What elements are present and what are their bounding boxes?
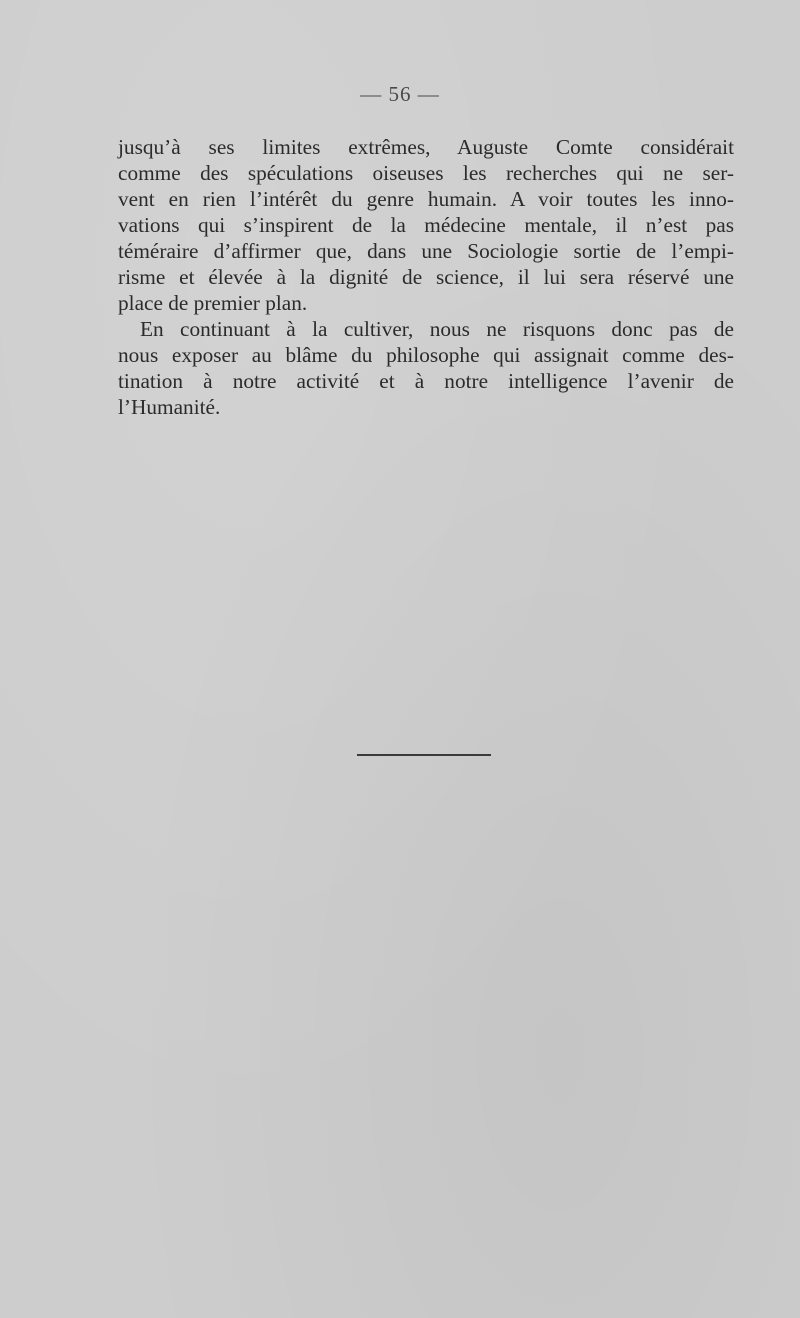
text-line: nous exposer au blâme du philosophe qui assignait comme des-: [118, 343, 734, 367]
text-line: vent en rien l’intérêt du genre humain. A voir toutes les inno-: [118, 187, 734, 211]
body-text: [118, 134, 734, 420]
text-line: risme et élevée à la dignité de science, il lui sera réservé une: [118, 265, 734, 289]
text-line: téméraire d’affirmer que, dans une Sociologie sortie de l’empi-: [118, 239, 734, 263]
text-line: vations qui s’inspirent de la médecine mentale, il n’est pas: [118, 213, 734, 237]
text-line: tination à notre activité et à notre intelligence l’avenir de: [118, 369, 734, 393]
text-line: jusqu’à ses limites extrêmes, Auguste Comte considérait: [118, 135, 734, 159]
page-number: — 56 —: [360, 82, 440, 106]
text-line: l’Humanité.: [118, 395, 221, 419]
text-line: comme des spéculations oiseuses les recherches qui ne ser-: [118, 161, 734, 185]
end-rule: [357, 754, 491, 756]
text-line: place de premier plan.: [118, 291, 308, 315]
text-line: En continuant à la cultiver, nous ne risquons donc pas de: [140, 317, 734, 341]
